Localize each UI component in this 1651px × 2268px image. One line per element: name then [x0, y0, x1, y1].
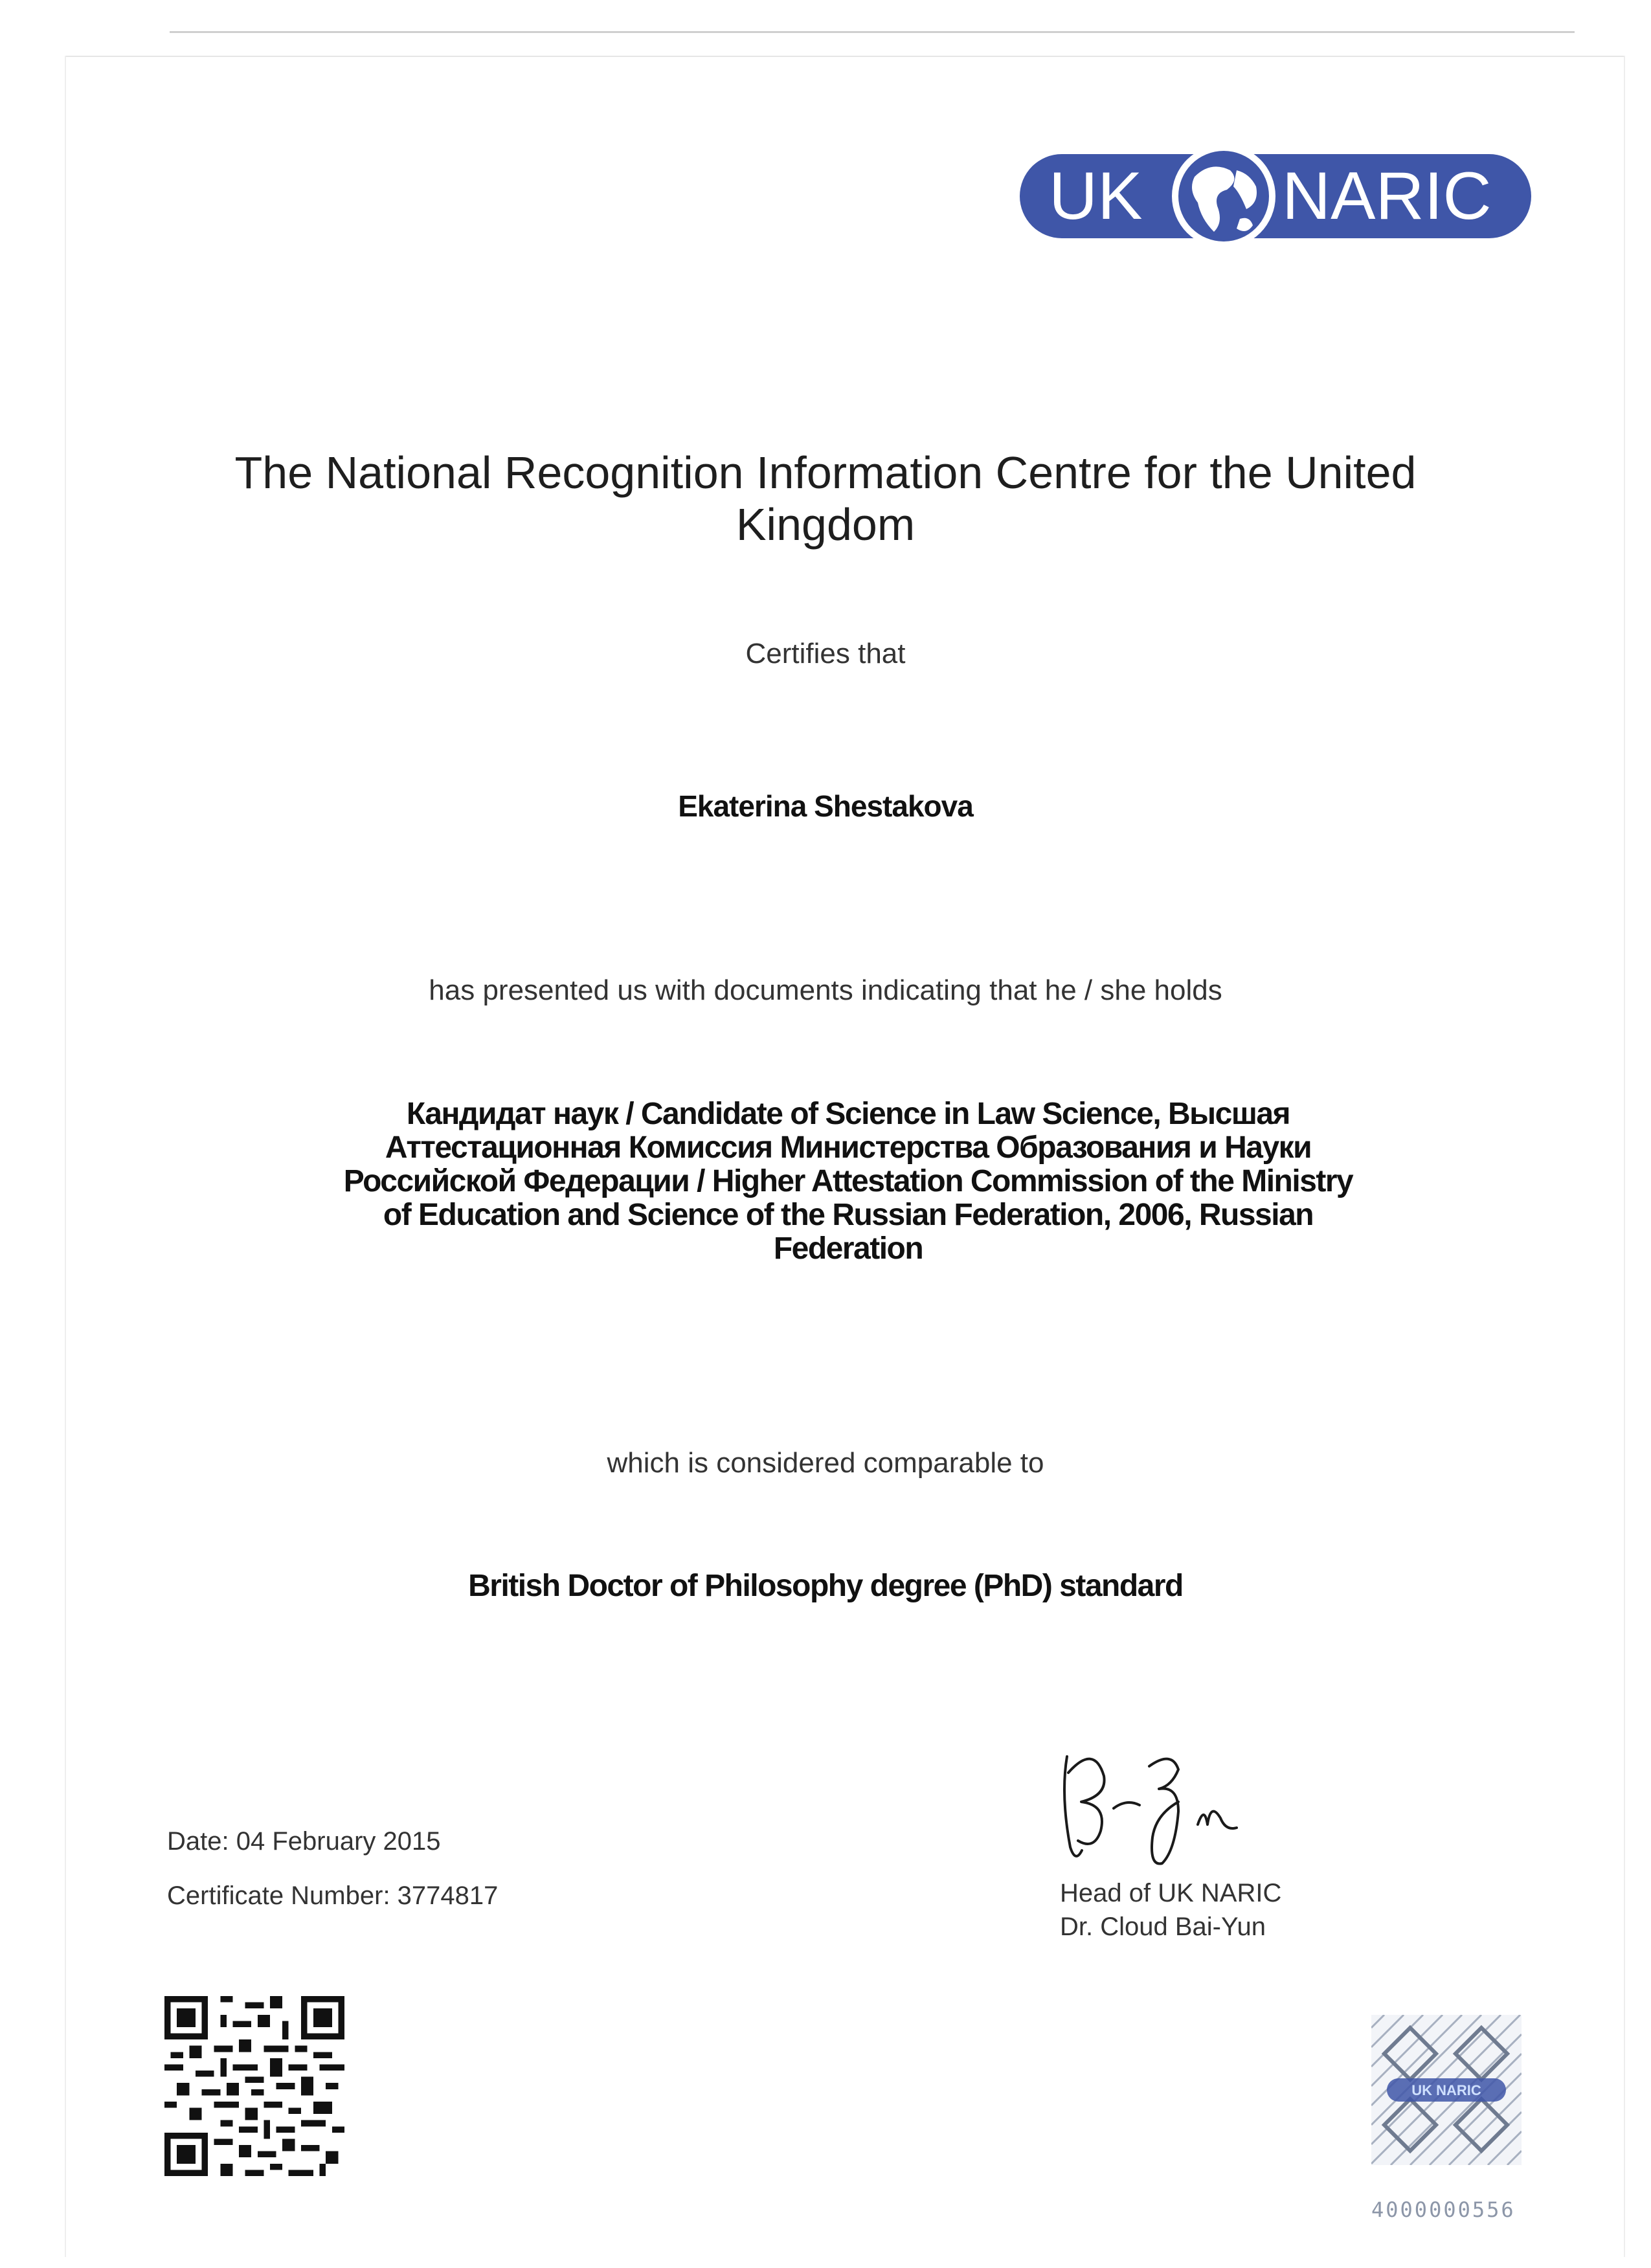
issue-date: Date: 04 February 2015 — [167, 1827, 441, 1856]
qualification-line: of Education and Science of the Russian Federation, 2006, Russian — [383, 1198, 1314, 1232]
signature-image — [1055, 1740, 1275, 1867]
qualification-line: Кандидат наук / Candidate of Science in Law Science, Высшая — [406, 1097, 1290, 1131]
logo-naric-text: NARIC — [1282, 159, 1492, 234]
serial-number: 4000000556 — [1371, 2197, 1516, 2222]
scan-top-line — [170, 31, 1575, 33]
qualification-line: Аттестационная Комиссия Министерства Образования и Науки — [385, 1130, 1312, 1165]
signatory-name: Dr. Cloud Bai-Yun — [1060, 1913, 1266, 1941]
presented-text: has presented us with documents indicating that he / she holds — [429, 974, 1222, 1006]
scan-frame-left — [65, 56, 66, 2257]
comparable-text: which is considered comparable to — [607, 1447, 1044, 1479]
certificate-number: Certificate Number: 3774817 — [167, 1881, 499, 1910]
comparable-standard: British Doctor of Philosophy degree (PhD) standard — [468, 1569, 1183, 1603]
qr-code — [164, 1996, 344, 2176]
hologram-label: UK NARIC — [1411, 2082, 1481, 2098]
scan-frame-top — [65, 56, 1625, 57]
scan-frame-right — [1624, 56, 1625, 2257]
certificate-title: The National Recognition Information Centre for the United Kingdom — [234, 447, 1417, 550]
hologram-seal — [1371, 2015, 1522, 2165]
qualification-line: Российской Федерации / Higher Attestation Commission of the Ministry — [343, 1164, 1353, 1198]
signatory-role: Head of UK NARIC — [1060, 1879, 1282, 1907]
qualification-line: Federation — [773, 1231, 923, 1266]
holder-name: Ekaterina Shestakova — [678, 789, 973, 823]
certifies-text: Certifies that — [745, 638, 906, 669]
qualification-block — [311, 1097, 1386, 1266]
globe-icon — [1172, 148, 1275, 245]
uk-naric-logo — [1020, 148, 1531, 245]
logo-uk-text: UK — [1049, 159, 1143, 234]
